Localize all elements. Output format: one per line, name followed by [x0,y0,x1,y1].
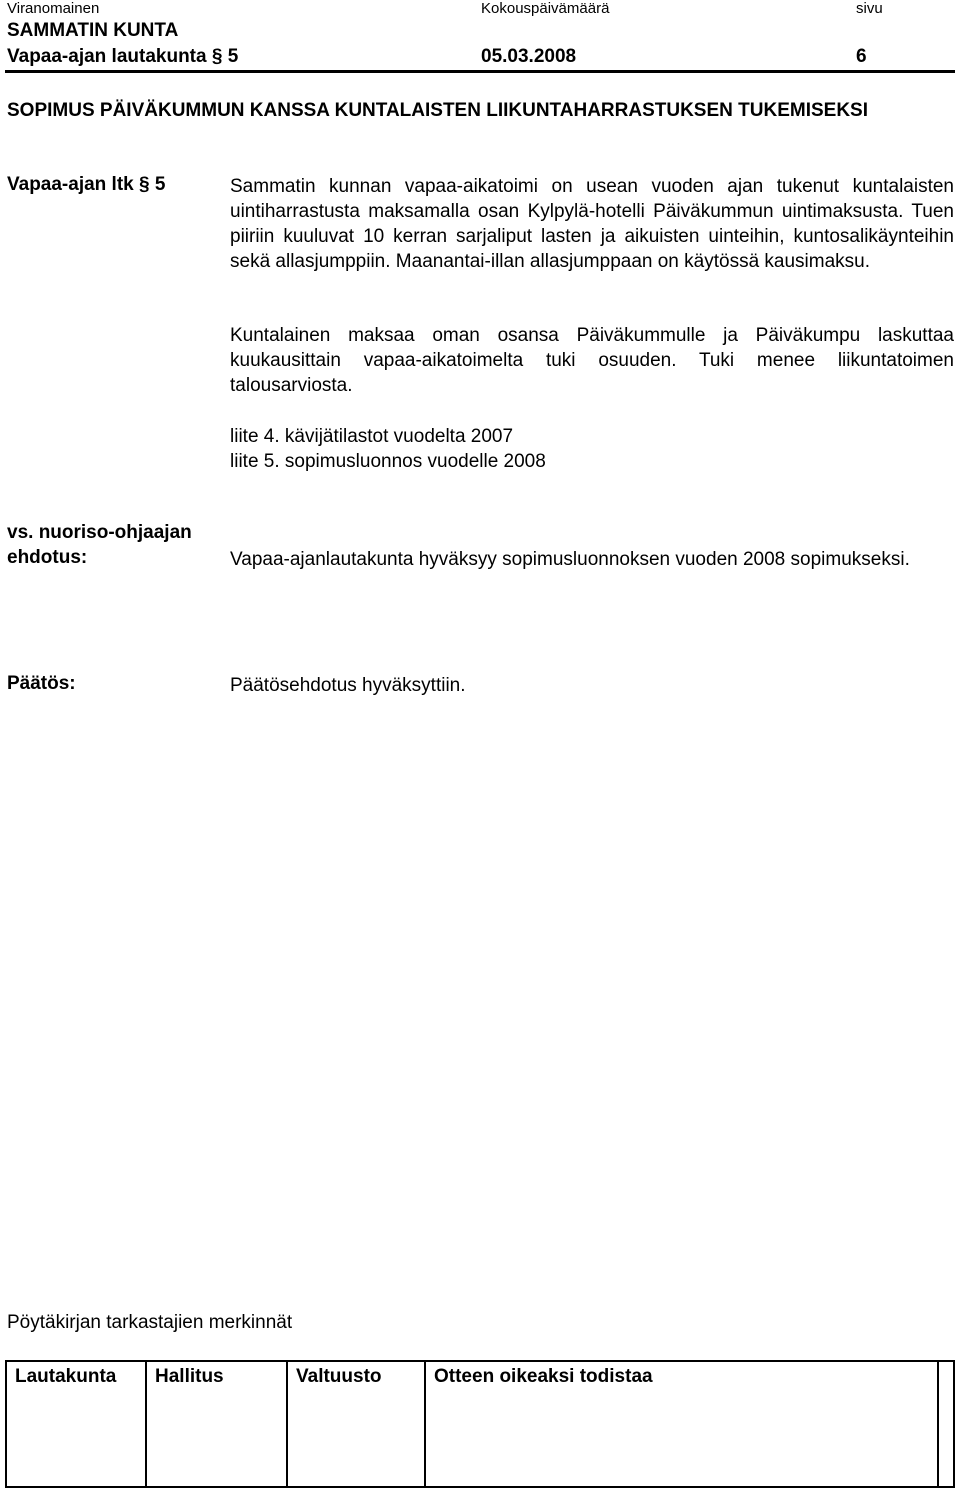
signature-header: Valtuusto [296,1366,382,1387]
attachment-item: liite 5. sopimusluonnos vuodelle 2008 [230,451,546,472]
page-number: 6 [856,46,867,67]
organization-name: SAMMATIN KUNTA [7,20,179,41]
proposal-label-line2: ehdotus: [7,547,88,568]
header-authority-label: Viranomainen [7,0,100,17]
signature-header: Otteen oikeaksi todistaa [434,1366,653,1387]
header-page-label: sivu [856,0,883,17]
decision-text: Päätösehdotus hyväksyttiin. [230,675,466,696]
proposal-label-line1: vs. nuoriso-ohjaajan [7,522,192,543]
document-title: SOPIMUS PÄIVÄKUMMUN KANSSA KUNTALAISTEN LIIKUNTAHARRASTUKSEN TUKEMISEKSI [7,100,868,121]
header-divider [5,70,955,73]
meeting-date: 05.03.2008 [481,46,577,67]
signature-cell-board [7,1362,147,1486]
signature-header: Hallitus [155,1366,224,1387]
proposal-text: Vapaa-ajanlautakunta hyväksyy sopimusluonnoksen vuoden 2008 sopimukseksi. [230,549,910,570]
paragraph-1: Sammatin kunnan vapaa-aikatoimi on usean vuoden ajan tukenut kuntalaisten uintiharrastusta maksamalla osan Kylpylä-hotelli Päiväkummun uintimaksusta. Tuen piiriin kuuluvat 10 kerran sarjaliput lasten ja aikuisten uinteihin, kuntosalikäynteihin sekä allasjumppiin. Maanantai-illan allasjumppaan on käytössä kausimaksu. [230,176,954,272]
attachment-item: liite 4. kävijätilastot vuodelta 2007 [230,426,514,447]
signature-cell-government [147,1362,288,1486]
section-reference: Vapaa-ajan ltk § 5 [7,174,166,195]
reviewers-notes-label: Pöytäkirjan tarkastajien merkinnät [7,1312,293,1333]
signature-cell-certification [426,1362,939,1486]
signature-header: Lautakunta [15,1366,117,1387]
signature-table [5,1360,955,1488]
header-date-label: Kokouspäivämäärä [481,0,610,17]
board-name: Vapaa-ajan lautakunta § 5 [7,46,239,67]
decision-label: Päätös: [7,673,76,694]
paragraph-2: Kuntalainen maksaa oman osansa Päiväkummulle ja Päiväkumpu laskuttaa kuukausittain vapaa-aikatoimelta tuki osuuden. Tuki menee liikuntatoimen talousarviosta. [230,325,954,396]
signature-cell-council [288,1362,426,1486]
